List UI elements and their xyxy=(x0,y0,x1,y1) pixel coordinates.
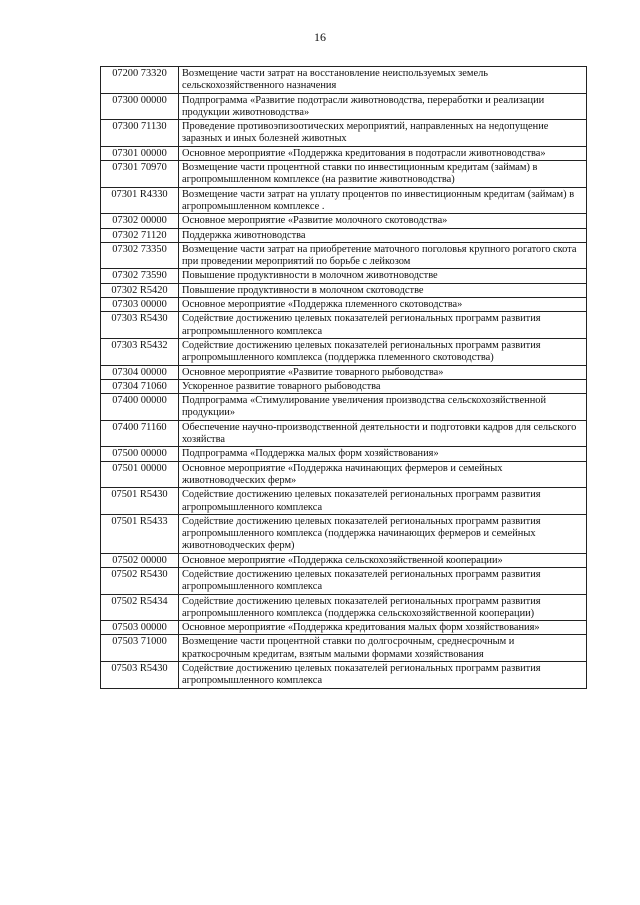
table-row xyxy=(101,228,587,242)
row-code: 07502 R5430 xyxy=(101,567,179,594)
table-row xyxy=(101,283,587,297)
row-name: Ускоренное развитие товарного рыбоводства xyxy=(179,379,587,393)
table-row xyxy=(101,635,587,662)
table-row xyxy=(101,553,587,567)
row-name: Содействие достижению целевых показателей региональных программ развития агропромышленного комплекса xyxy=(179,488,587,515)
table-row xyxy=(101,338,587,365)
table-row xyxy=(101,187,587,214)
table-row xyxy=(101,461,587,488)
table-row xyxy=(101,161,587,188)
row-code: 07502 00000 xyxy=(101,553,179,567)
table-row xyxy=(101,146,587,160)
row-code: 07302 73590 xyxy=(101,269,179,283)
table-row xyxy=(101,298,587,312)
row-code: 07302 71120 xyxy=(101,228,179,242)
table-row xyxy=(101,488,587,515)
row-name: Содействие достижению целевых показателей региональных программ развития агропромышленного комплекса (поддержка начинающих фермеров и семейных животноводческих ферм) xyxy=(179,514,587,553)
row-code: 07303 00000 xyxy=(101,298,179,312)
table-row xyxy=(101,214,587,228)
row-code: 07200 73320 xyxy=(101,67,179,94)
row-name: Содействие достижению целевых показателей региональных программ развития агропромышленного комплекса xyxy=(179,662,587,689)
table-row xyxy=(101,312,587,339)
row-name: Подпрограмма «Поддержка малых форм хозяйствования» xyxy=(179,447,587,461)
row-name: Возмещение части процентной ставки по долгосрочным, среднесрочным и краткосрочным кредитам, взятым малыми формами хозяйствования xyxy=(179,635,587,662)
row-name: Проведение противоэпизоотических мероприятий, направленных на недопущение заразных и иных болезней животных xyxy=(179,120,587,147)
table-row xyxy=(101,394,587,421)
row-code: 07303 R5430 xyxy=(101,312,179,339)
row-name: Подпрограмма «Стимулирование увеличения производства сельскохозяйственной продукции» xyxy=(179,394,587,421)
budget-classification-table xyxy=(100,66,587,689)
row-code: 07502 R5434 xyxy=(101,594,179,621)
row-name: Повышение продуктивности в молочном животноводстве xyxy=(179,269,587,283)
table-row xyxy=(101,269,587,283)
row-code: 07503 71000 xyxy=(101,635,179,662)
table-row xyxy=(101,67,587,94)
row-code: 07301 70970 xyxy=(101,161,179,188)
row-name: Содействие достижению целевых показателей региональных программ развития агропромышленного комплекса (поддержка сельскохозяйственной кооперации) xyxy=(179,594,587,621)
table-row xyxy=(101,93,587,120)
table-row xyxy=(101,621,587,635)
row-name: Возмещение части затрат на восстановление неиспользуемых земель сельскохозяйственного назначения xyxy=(179,67,587,94)
table-row xyxy=(101,514,587,553)
table-row xyxy=(101,120,587,147)
row-name: Основное мероприятие «Поддержка кредитования в подотрасли животноводства» xyxy=(179,146,587,160)
row-name: Основное мероприятие «Развитие молочного скотоводства» xyxy=(179,214,587,228)
row-code: 07501 R5433 xyxy=(101,514,179,553)
table-row xyxy=(101,365,587,379)
table-row xyxy=(101,662,587,689)
row-name: Возмещение части затрат на приобретение маточного поголовья крупного рогатого скота при проведении мероприятий по борьбе с лейкозом xyxy=(179,242,587,269)
row-code: 07300 00000 xyxy=(101,93,179,120)
row-code: 07501 00000 xyxy=(101,461,179,488)
row-name: Содействие достижению целевых показателей региональных программ развития агропромышленного комплекса xyxy=(179,312,587,339)
page-number: 16 xyxy=(314,30,326,44)
table-row xyxy=(101,567,587,594)
row-code: 07302 73350 xyxy=(101,242,179,269)
row-name: Основное мероприятие «Поддержка начинающих фермеров и семейных животноводческих ферм» xyxy=(179,461,587,488)
row-name: Основное мероприятие «Поддержка сельскохозяйственной кооперации» xyxy=(179,553,587,567)
row-code: 07400 71160 xyxy=(101,420,179,447)
row-code: 07302 R5420 xyxy=(101,283,179,297)
table-row xyxy=(101,379,587,393)
row-name: Содействие достижению целевых показателей региональных программ развития агропромышленного комплекса xyxy=(179,567,587,594)
table-row xyxy=(101,447,587,461)
row-name: Подпрограмма «Развитие подотрасли животноводства, переработки и реализации продукции животноводства» xyxy=(179,93,587,120)
row-code: 07501 R5430 xyxy=(101,488,179,515)
row-code: 07304 00000 xyxy=(101,365,179,379)
row-code: 07300 71130 xyxy=(101,120,179,147)
row-name: Содействие достижению целевых показателей региональных программ развития агропромышленного комплекса (поддержка племенного скотоводства) xyxy=(179,338,587,365)
row-code: 07301 00000 xyxy=(101,146,179,160)
table-row xyxy=(101,420,587,447)
table-row xyxy=(101,594,587,621)
row-name: Основное мероприятие «Поддержка кредитования малых форм хозяйствования» xyxy=(179,621,587,635)
row-name: Обеспечение научно-производственной деятельности и подготовки кадров для сельского хозяйства xyxy=(179,420,587,447)
row-code: 07301 R4330 xyxy=(101,187,179,214)
table-row xyxy=(101,242,587,269)
row-name: Возмещение части процентной ставки по инвестиционным кредитам (займам) в агропромышленном комплексе (на развитие животноводства) xyxy=(179,161,587,188)
row-code: 07303 R5432 xyxy=(101,338,179,365)
row-name: Повышение продуктивности в молочном скотоводстве xyxy=(179,283,587,297)
row-code: 07500 00000 xyxy=(101,447,179,461)
row-name: Возмещение части затрат на уплату процентов по инвестиционным кредитам (займам) в агропромышленном комплексе . xyxy=(179,187,587,214)
row-name: Основное мероприятие «Развитие товарного рыбоводства» xyxy=(179,365,587,379)
row-name: Поддержка животноводства xyxy=(179,228,587,242)
row-code: 07503 00000 xyxy=(101,621,179,635)
row-code: 07503 R5430 xyxy=(101,662,179,689)
row-code: 07400 00000 xyxy=(101,394,179,421)
row-code: 07302 00000 xyxy=(101,214,179,228)
row-code: 07304 71060 xyxy=(101,379,179,393)
row-name: Основное мероприятие «Поддержка племенного скотоводства» xyxy=(179,298,587,312)
